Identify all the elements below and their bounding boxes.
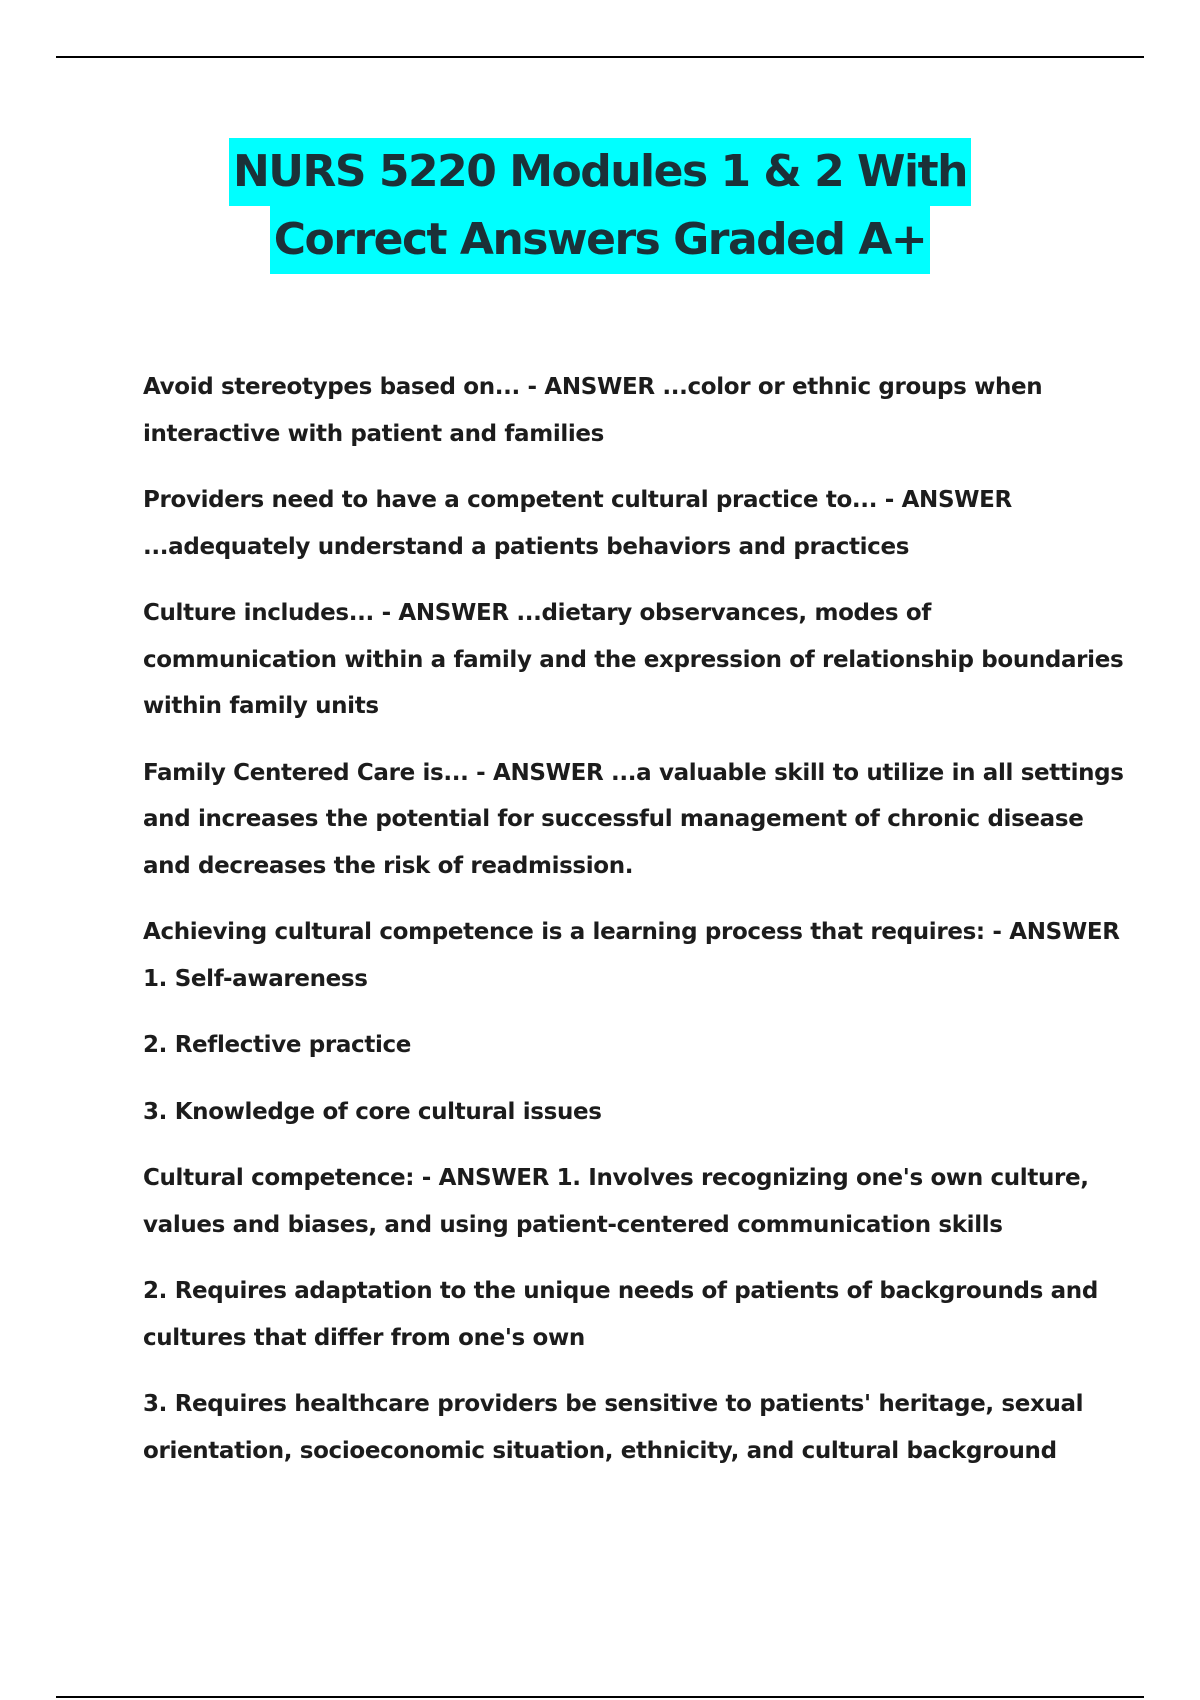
paragraph-line: and increases the potential for successful management of chronic disease bbox=[143, 806, 1084, 832]
paragraph-line: 3. Knowledge of core cultural issues bbox=[143, 1098, 602, 1125]
paragraph-line: and decreases the risk of readmission. bbox=[143, 852, 634, 879]
paragraph-line: orientation, socioeconomic situation, ethnicity, and cultural background bbox=[143, 1437, 1057, 1464]
paragraph-line: Culture includes... - ANSWER ...dietary observances, modes of bbox=[143, 600, 931, 626]
paragraph-line: cultures that differ from one's own bbox=[143, 1324, 585, 1351]
paragraph-line: 3. Requires healthcare providers be sensitive to patients' heritage, sexual bbox=[143, 1391, 1084, 1417]
qa-paragraph bbox=[143, 1268, 1143, 1361]
document-body bbox=[143, 364, 1143, 1494]
paragraph-line: Achieving cultural competence is a learning process that requires: - ANSWER bbox=[143, 919, 1120, 945]
paragraph-line: 2. Reflective practice bbox=[143, 1032, 412, 1058]
qa-paragraph bbox=[143, 477, 1143, 570]
paragraph-line: ...adequately understand a patients behaviors and practices bbox=[143, 533, 910, 560]
title-line-2: Correct Answers Graded A+ bbox=[270, 206, 931, 274]
qa-paragraph bbox=[143, 750, 1143, 890]
qa-paragraph bbox=[143, 1381, 1143, 1474]
paragraph-line: Cultural competence: - ANSWER 1. Involves recognizing one's own culture, bbox=[143, 1165, 1089, 1191]
paragraph-line: values and biases, and using patient-centered communication skills bbox=[143, 1211, 1003, 1238]
paragraph-line: Avoid stereotypes based on... - ANSWER ...color or ethnic groups when bbox=[143, 374, 1043, 400]
qa-paragraph bbox=[143, 1022, 1143, 1069]
qa-paragraph bbox=[143, 590, 1143, 730]
paragraph-line: Family Centered Care is... - ANSWER ...a valuable skill to utilize in all settings bbox=[143, 759, 1124, 786]
qa-paragraph bbox=[143, 1155, 1143, 1248]
paragraph-line: within family units bbox=[143, 693, 379, 719]
document-title bbox=[0, 138, 1200, 274]
paragraph-line: 2. Requires adaptation to the unique needs of patients of backgrounds and bbox=[143, 1278, 1098, 1304]
qa-paragraph bbox=[143, 364, 1143, 457]
paragraph-line: Providers need to have a competent cultural practice to... - ANSWER bbox=[143, 487, 1012, 513]
qa-paragraph bbox=[143, 909, 1143, 1002]
paragraph-line: interactive with patient and families bbox=[143, 420, 605, 447]
title-line-1: NURS 5220 Modules 1 & 2 With bbox=[229, 138, 971, 206]
paragraph-line: 1. Self-awareness bbox=[143, 965, 368, 992]
bottom-divider bbox=[56, 1696, 1144, 1698]
paragraph-line: communication within a family and the expression of relationship boundaries bbox=[143, 646, 1124, 673]
qa-paragraph bbox=[143, 1089, 1143, 1136]
top-divider bbox=[56, 56, 1144, 58]
